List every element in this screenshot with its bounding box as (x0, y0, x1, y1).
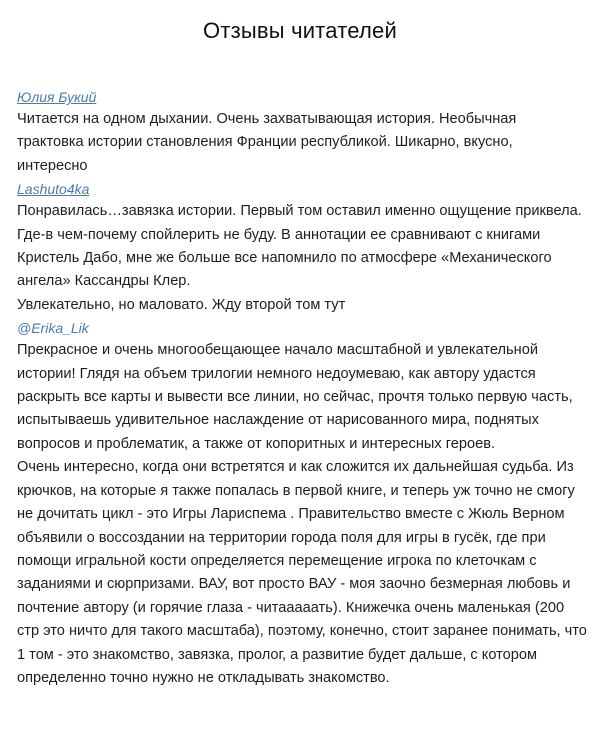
review-author-link[interactable]: @Erika_Lik (17, 320, 89, 337)
review-item (17, 178, 587, 317)
review-paragraph: Читается на одном дыхании. Очень захватывающая история. Необычная трактовка истории становления Франции республикой. Шикарно, вкусно, интересно (17, 111, 517, 174)
review-item (17, 86, 587, 178)
page-title: Отзывы читателей (203, 18, 397, 43)
review-paragraph: Прекрасное и очень многообещающее начало масштабной и увлекательной истории! Глядя на объем трилогии немного недоумеваю, как автору удастся раскрыть все карты и вывести все линии, но сейчас, прочтя только первую часть, испытываешь удивительное наслаждение от нарисованного мира, поднятых вопросов и проблематик, а также от копоритных и интересных героев. (17, 342, 573, 452)
review-paragraph: Понравилась…завязка истории. Первый том оставил именно ощущение приквела. Где-в чем-почему спойлерить не буду. В аннотации ее сравнивают с книгами Кристель Дабо, мне же больше все напомнило по атмосфере «Механического ангела» Кассандры Клер. (17, 203, 582, 290)
review-author-link[interactable]: Юлия Букий (17, 89, 97, 105)
review-author-link[interactable]: Lashuto4ka (17, 181, 90, 198)
review-item (17, 317, 587, 690)
reviews-list (17, 86, 587, 690)
review-paragraph: Увлекательно, но маловато. Жду второй том тут (17, 296, 346, 313)
review-text (17, 339, 587, 690)
review-text (17, 200, 587, 317)
review-text (17, 108, 587, 178)
review-paragraph: Очень интересно, когда они встретятся и как сложится их дальнейшая судьба. Из крючков, на которые я также попалась в первой книге, и теперь уж точно не смогу не дочитать цикл - это Игры Лариспема . Правительство вместе с Жюль Верном объявили о воссоздании на территории города поля для игры в гусёк, где при помощи игральной кости определяется перемещение игрока по клеточкам с заданиями и сюрпризами. ВАУ, вот просто ВАУ - моя заочно безмерная любовь и почтение автору (и горячие глаза - читааааать). Книжечка очень маленькая (200 стр это ничто для такого масштаба), поэтому, конечно, стоит заранее понимать, что 1 том - это знакомство, завязка, пролог, а развитие будет дальше, с котором определенно точно нужно не откладывать знакомство. (17, 459, 587, 686)
